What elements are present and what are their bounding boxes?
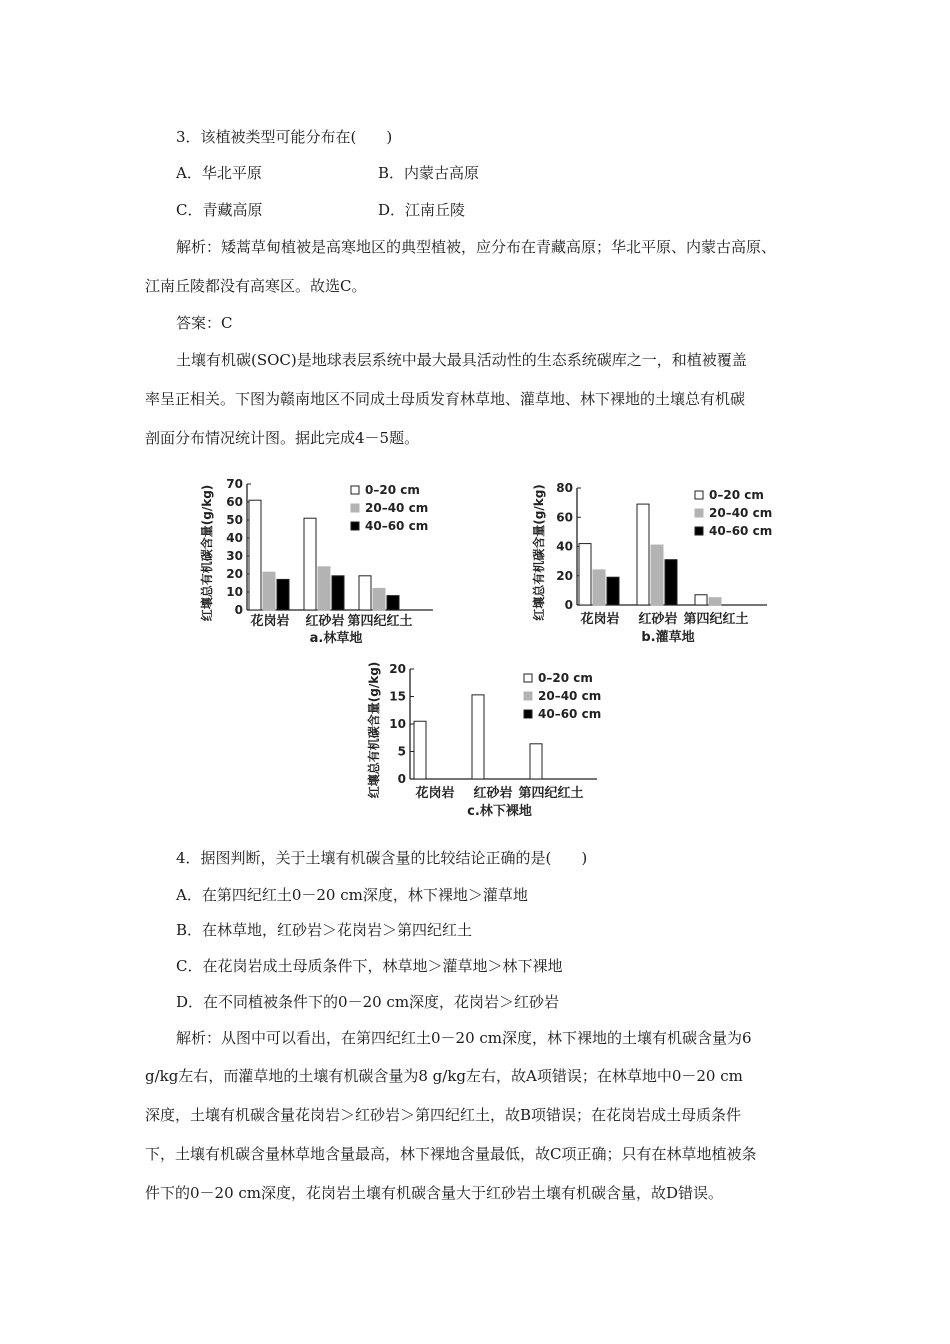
q4-option-d: D．在不同植被条件下的0－20 cm深度，花岗岩＞红砂岩 [176, 993, 560, 1011]
q3-option-c: C．青藏高原 [176, 201, 263, 219]
bar [530, 744, 542, 779]
intro-line-3: 剖面分布情况统计图。据此完成4－5题。 [145, 429, 420, 447]
category-label: 花岗岩 [415, 786, 455, 801]
bar [665, 560, 677, 605]
y-tick-label: 40 [226, 531, 243, 545]
legend-label: 0–20 cm [538, 671, 593, 685]
y-tick-label: 10 [389, 717, 406, 731]
q3-option-d: D．江南丘陵 [378, 201, 466, 219]
legend-label: 40–60 cm [538, 707, 602, 721]
category-label: 第四纪红土 [683, 612, 749, 627]
y-tick-label: 0 [234, 603, 243, 617]
y-tick-label: 60 [556, 510, 573, 525]
legend-swatch [351, 504, 359, 512]
y-tick-label: 20 [556, 568, 573, 583]
q4-analysis-line-2: g/kg左右，而灌草地的土壤有机碳含量为8 g/kg左右，故A项错误；在林草地中0－20 cm [145, 1067, 743, 1085]
bar [579, 544, 591, 605]
chart-c-bare-land [362, 655, 617, 825]
q3-option-a: A．华北平原 [176, 164, 262, 182]
bar [249, 500, 261, 610]
chart-subtitle: a.林草地 [309, 631, 363, 646]
intro-line-2: 率呈正相关。下图为赣南地区不同成土母质发育林草地、灌草地、林下裸地的土壤总有机碳 [145, 390, 746, 408]
legend-label: 0–20 cm [709, 488, 764, 502]
chart-subtitle: c.林下裸地 [467, 804, 532, 819]
y-axis-label: 红壤总有机碳含量(g/kg) [200, 484, 214, 622]
category-label: 花岗岩 [250, 614, 290, 629]
bar [607, 577, 619, 605]
q3-answer: 答案：C [176, 314, 233, 332]
y-tick-label: 0 [397, 772, 406, 786]
q4-analysis-line-1: 解析：从图中可以看出，在第四纪红土0－20 cm深度，林下裸地的土壤有机碳含量为6 [176, 1029, 752, 1047]
legend-label: 0–20 cm [365, 483, 420, 497]
legend-swatch [524, 674, 532, 682]
bar [304, 518, 316, 610]
y-tick-label: 5 [397, 744, 406, 759]
category-label: 红砂岩 [638, 612, 678, 627]
y-tick-label: 20 [226, 567, 243, 581]
bar [651, 545, 663, 605]
legend-swatch [524, 692, 532, 700]
legend-label: 40–60 cm [365, 519, 429, 533]
legend-label: 20–40 cm [709, 506, 773, 520]
q4-stem: 4．据图判断，关于土壤有机碳含量的比较结论正确的是( ) [176, 849, 588, 867]
q4-analysis-line-3: 深度，土壤有机碳含量花岗岩＞红砂岩＞第四纪红土，故B项错误；在花岗岩成土母质条件 [145, 1106, 742, 1124]
bar [472, 695, 484, 779]
q4-option-b: B．在林草地，红砂岩＞花岗岩＞第四纪红土 [176, 921, 473, 939]
legend-swatch [695, 491, 703, 499]
legend-swatch [351, 486, 359, 494]
intro-line-1: 土壤有机碳(SOC)是地球表层系统中最大最具活动性的生态系统碳库之一，和植被覆盖 [176, 351, 747, 369]
q4-option-c: C．在花岗岩成土母质条件下，林草地＞灌草地＞林下裸地 [176, 957, 563, 975]
y-tick-label: 10 [226, 585, 243, 599]
q3-analysis-line-1: 解析：矮蒿草甸植被是高寒地区的典型植被，应分布在青藏高原；华北平原、内蒙古高原、 [176, 238, 777, 256]
bar [387, 596, 399, 610]
chart-a-forest-grassland [195, 472, 450, 647]
bar [359, 576, 371, 610]
category-label: 红砂岩 [473, 786, 513, 801]
y-tick-label: 80 [556, 481, 573, 495]
chart-b-shrub-grassland [527, 478, 792, 648]
bar [709, 598, 721, 605]
bar [695, 595, 707, 605]
chart-subtitle: b.灌草地 [641, 630, 695, 645]
q3-analysis-line-2: 江南丘陵都没有高寒区。故选C。 [145, 277, 367, 295]
bar [593, 570, 605, 605]
q3-stem: 3．该植被类型可能分布在( ) [176, 128, 393, 146]
bar [277, 579, 289, 610]
legend-label: 40–60 cm [709, 524, 773, 538]
y-tick-label: 0 [564, 598, 573, 612]
q4-analysis-line-5: 件下的0－20 cm深度，花岗岩土壤有机碳含量大于红砂岩土壤有机碳含量，故D错误。 [145, 1184, 724, 1202]
q3-option-b: B．内蒙古高原 [378, 164, 480, 182]
category-label: 第四纪红土 [518, 786, 584, 801]
y-tick-label: 60 [226, 495, 243, 509]
y-tick-label: 15 [389, 689, 406, 704]
y-axis-label: 红壤总有机碳含量(g/kg) [532, 484, 546, 621]
legend-label: 20–40 cm [538, 689, 602, 703]
bar [263, 572, 275, 610]
q4-option-a: A．在第四纪红土0－20 cm深度，林下裸地＞灌草地 [176, 886, 528, 904]
legend-swatch [351, 522, 359, 530]
category-label: 第四纪红土 [347, 614, 413, 629]
y-axis-label: 红壤总有机碳含量(g/kg) [367, 661, 381, 799]
y-tick-label: 40 [556, 539, 573, 554]
legend-swatch [524, 710, 532, 718]
q4-analysis-line-4: 下，土壤有机碳含量林草地含量最高，林下裸地含量最低，故C项正确；只有在林草地植被条 [145, 1145, 757, 1163]
bar [637, 504, 649, 605]
legend-swatch [695, 509, 703, 517]
legend-label: 20–40 cm [365, 501, 429, 515]
y-tick-label: 30 [226, 549, 243, 563]
y-tick-label: 70 [226, 477, 243, 491]
category-label: 花岗岩 [580, 612, 620, 627]
y-tick-label: 50 [226, 513, 243, 527]
bar [414, 721, 426, 779]
legend-swatch [695, 527, 703, 535]
bar [318, 567, 330, 610]
y-tick-label: 20 [389, 662, 406, 676]
bar [332, 576, 344, 610]
bar [373, 588, 385, 610]
category-label: 红砂岩 [305, 614, 345, 629]
